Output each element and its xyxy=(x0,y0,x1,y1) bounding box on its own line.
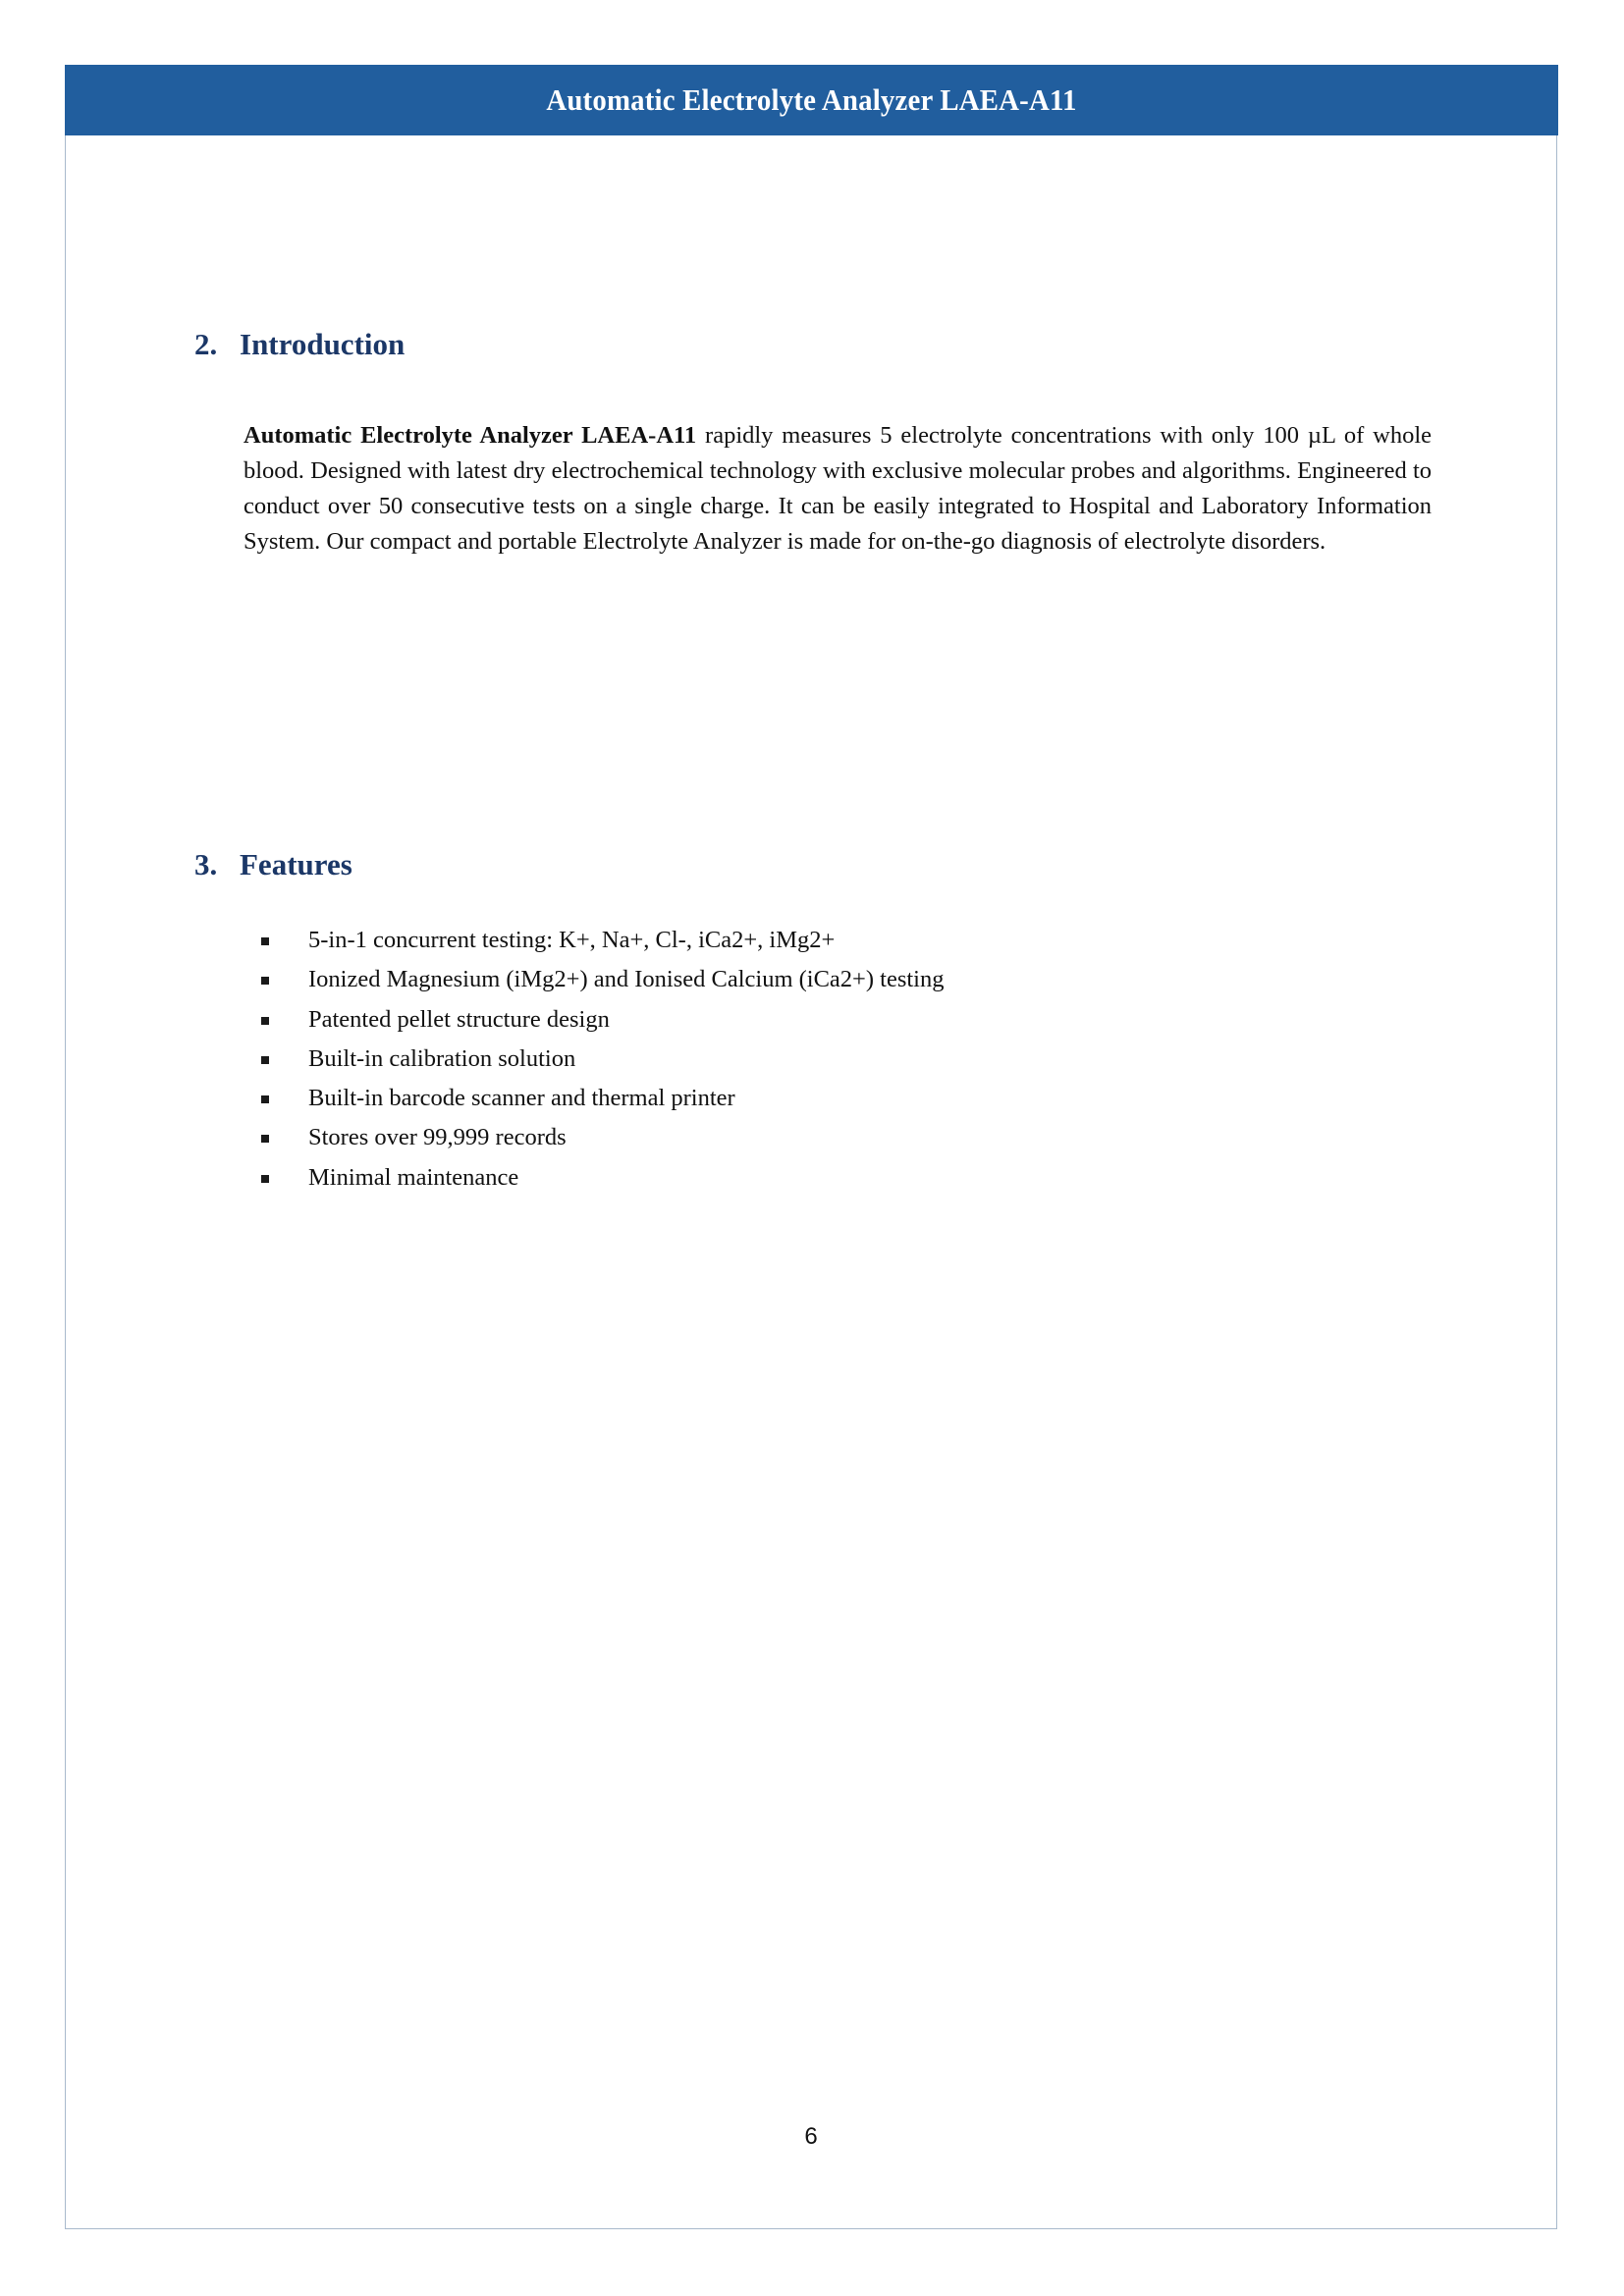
section-heading-features xyxy=(194,847,352,882)
bullet-square-icon xyxy=(261,937,269,945)
introduction-lead-phrase: Automatic Electrolyte Analyzer LAEA-A11 xyxy=(244,421,697,449)
list-item-label: Built-in calibration solution xyxy=(308,1044,576,1072)
features-list xyxy=(244,921,1432,1198)
list-item-label: Patented pellet structure design xyxy=(308,1005,610,1033)
section-number-introduction: 2. xyxy=(194,327,218,361)
bullet-square-icon xyxy=(261,1056,269,1064)
bullet-square-icon xyxy=(261,1017,269,1025)
list-item-label: Minimal maintenance xyxy=(308,1163,519,1191)
document-title: Automatic Electrolyte Analyzer LAEA-A11 xyxy=(546,82,1077,117)
bullet-square-icon xyxy=(261,1175,269,1183)
list-item-label: Stores over 99,999 records xyxy=(308,1124,567,1151)
section-title-introduction: Introduction xyxy=(240,327,406,361)
introduction-body-text: rapidly measures 5 electrolyte concentrations with only 100 µL of whole blood. Designed with latest dry electrochemical technology with exclusive molecular probes and algorithms. Engineered to conduct over 50 consecutive tests on a single charge. It can be easily integrated to Hospital and Laboratory Information System. Our compact and portable Electrolyte Analyzer is made for on-the-go diagnosis of electrolyte disorders. xyxy=(244,421,1433,556)
page-number: 6 xyxy=(804,2123,818,2150)
introduction-paragraph xyxy=(244,418,1432,561)
bullet-square-icon xyxy=(261,1135,269,1143)
list-item-label: Ionized Magnesium (iMg2+) and Ionised Calcium (iCa2+) testing xyxy=(308,966,945,993)
bullet-square-icon xyxy=(261,977,269,985)
section-number-features: 3. xyxy=(194,847,218,881)
section-title-features: Features xyxy=(240,847,352,881)
list-item xyxy=(244,960,1432,999)
list-item xyxy=(244,1079,1432,1118)
page-content xyxy=(65,135,1557,2229)
bullet-square-icon xyxy=(261,1095,269,1103)
section-heading-introduction xyxy=(194,327,405,362)
list-item xyxy=(244,1040,1432,1079)
list-item xyxy=(244,921,1432,960)
list-item-label: 5-in-1 concurrent testing: K+, Na+, Cl-, iCa2+, iMg2+ xyxy=(308,927,836,953)
list-item-label: Built-in barcode scanner and thermal printer xyxy=(308,1085,735,1112)
document-header-banner xyxy=(65,65,1558,135)
list-item xyxy=(244,1000,1432,1040)
list-item xyxy=(244,1118,1432,1157)
list-item xyxy=(244,1158,1432,1198)
